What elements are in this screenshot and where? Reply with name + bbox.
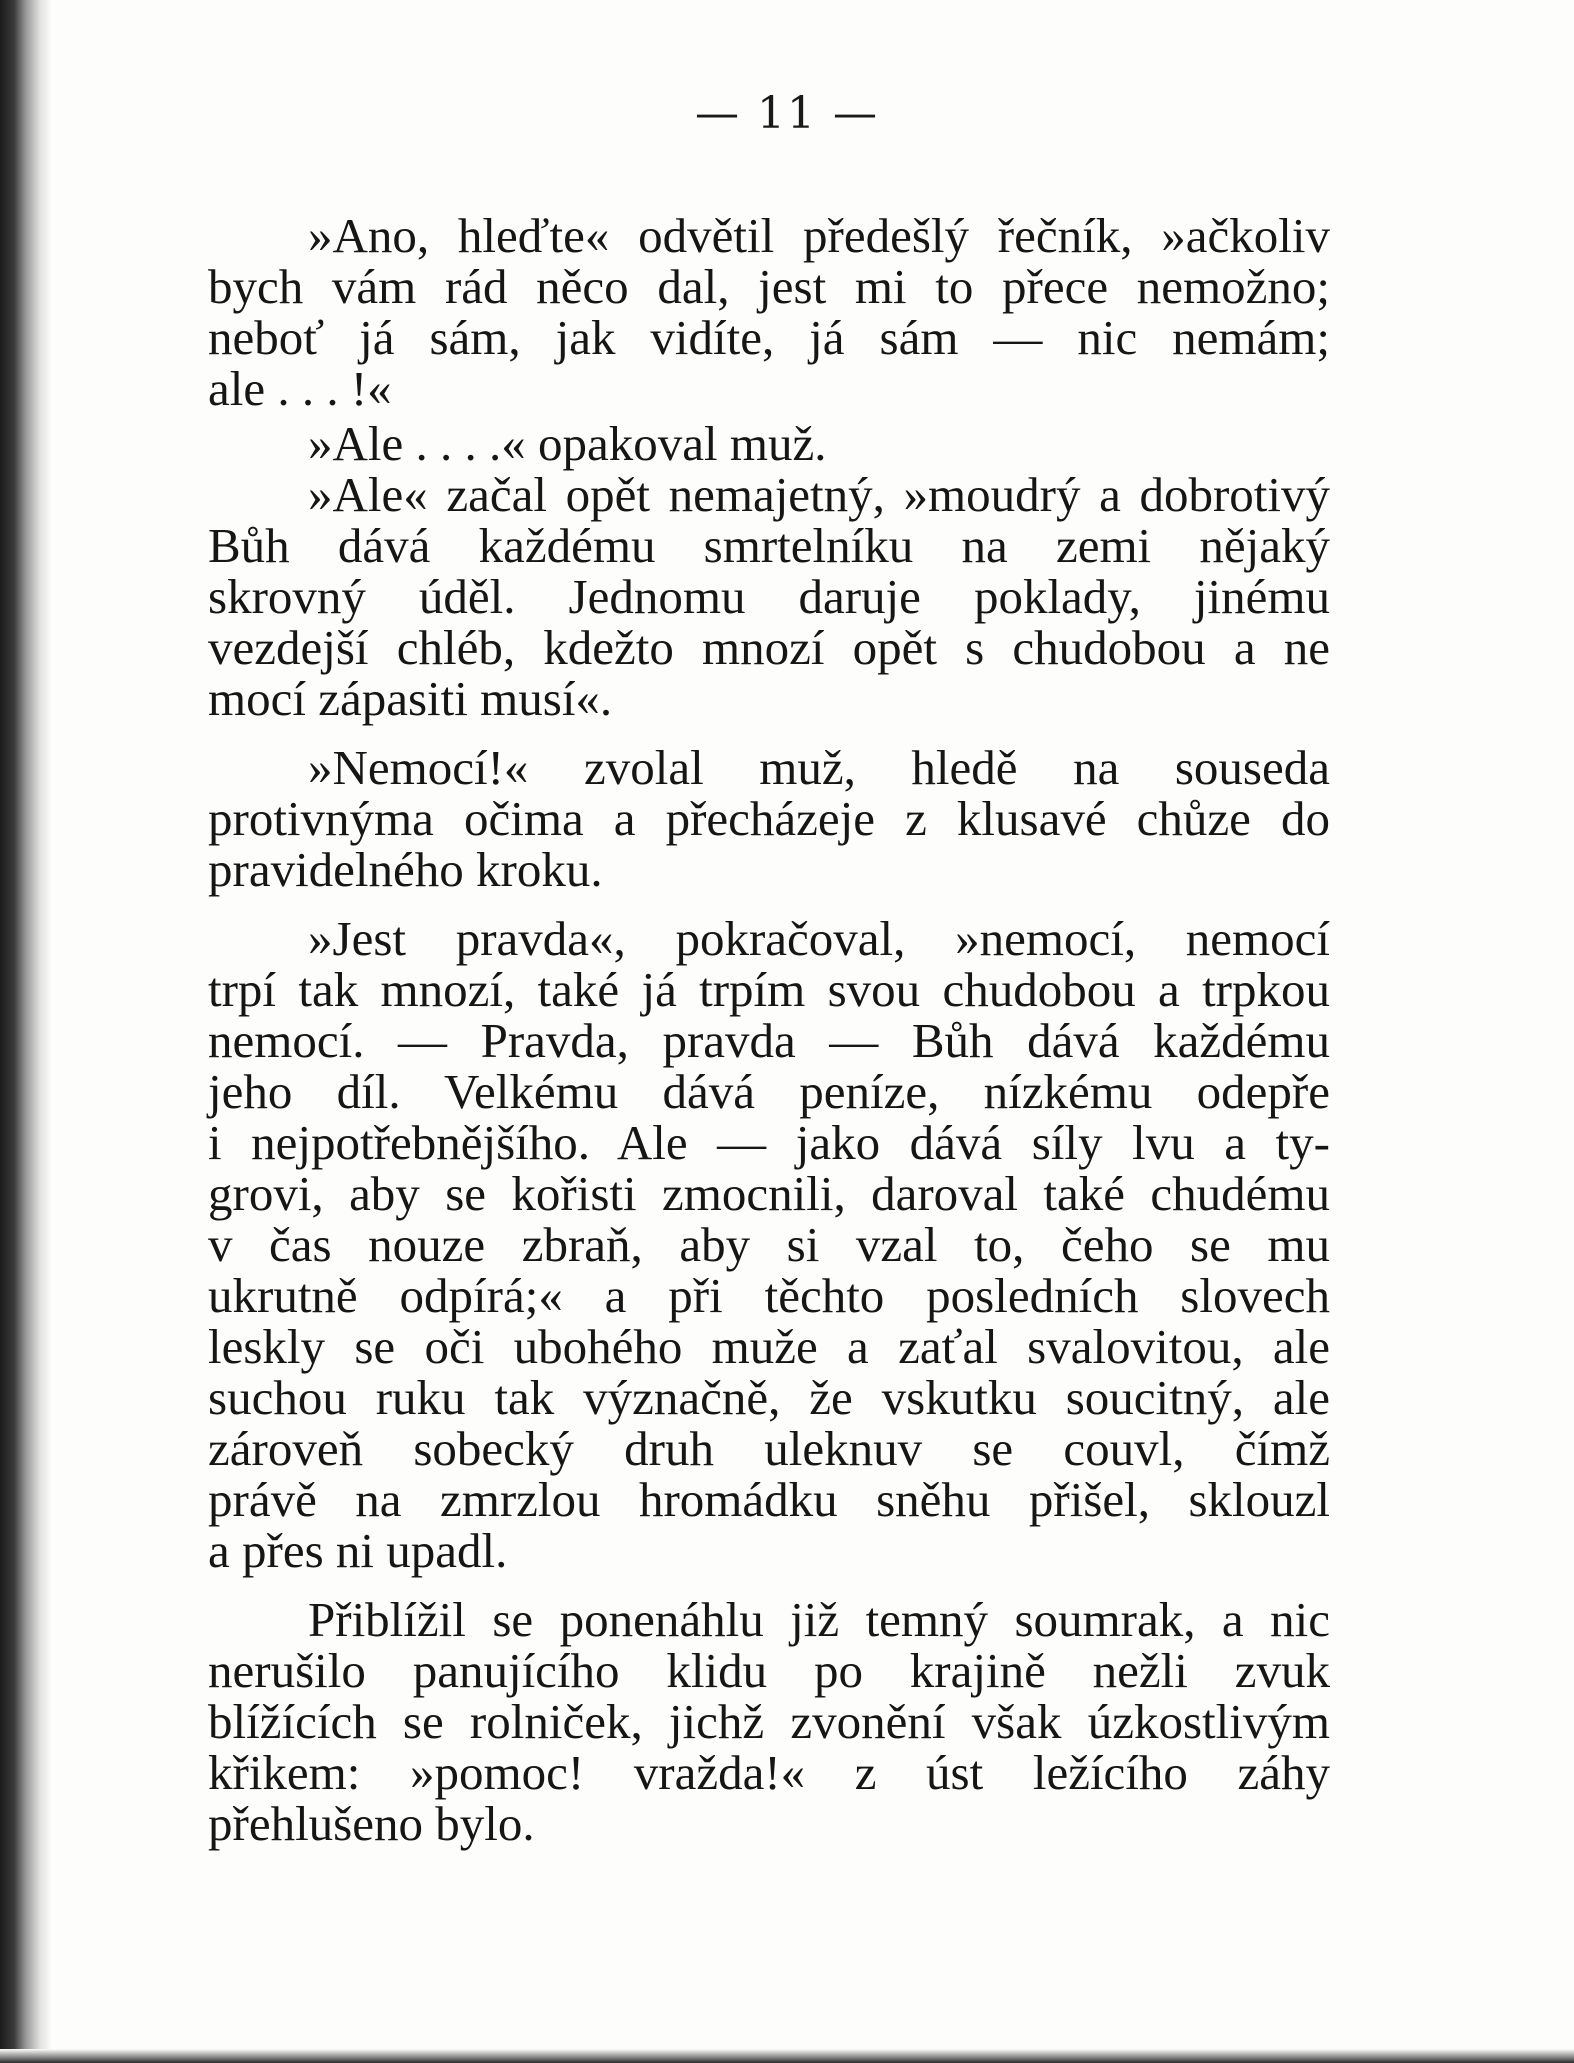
text-line: přehlušeno bylo. xyxy=(208,1796,535,1851)
text-line: blížících se rolniček, jichž zvonění však úzkostlivým xyxy=(208,1694,1330,1749)
text-line: i nejpotřebnějšího. Ale — jako dává síly lvu a ty- xyxy=(208,1115,1330,1170)
paragraph-2 xyxy=(208,418,1330,469)
text-line: v čas nouze zbraň, aby si vzal to, čeho se mu xyxy=(208,1217,1330,1272)
text-line: právě na zmrzlou hromádku sněhu přišel, sklouzl xyxy=(208,1472,1330,1527)
text-line: suchou ruku tak význačně, že vskutku soucitný, ale xyxy=(208,1370,1330,1425)
text-line: jeho díl. Velkému dává peníze, nízkému odepře xyxy=(208,1064,1330,1119)
text-line: vezdejší chléb, kdežto mnozí opět s chudobou a ne xyxy=(208,620,1330,675)
text-line: ale . . . !« xyxy=(208,361,392,416)
text-line: a přes ni upadl. xyxy=(208,1523,508,1578)
paragraph-6 xyxy=(208,1594,1330,1849)
text-line: »Ano, hleďte« odvětil předešlý řečník, »ačkoliv xyxy=(308,208,1330,263)
page-number: — 11 — xyxy=(695,88,879,139)
bottom-edge-shadow xyxy=(0,2049,1574,2063)
paragraph-4 xyxy=(208,742,1330,895)
text-line: »Nemocí!« zvolal muž, hledě na souseda xyxy=(308,740,1330,795)
text-line: ukrutně odpírá;« a při těchto posledních slovech xyxy=(208,1268,1330,1323)
text-line: zároveň sobecký druh uleknuv se couvl, čímž xyxy=(208,1421,1330,1476)
text-line: »Ale . . . .« opakoval muž. xyxy=(308,416,827,471)
text-line: »Jest pravda«, pokračoval, »nemocí, nemocí xyxy=(308,911,1330,966)
text-line: skrovný úděl. Jednomu daruje poklady, jinému xyxy=(208,569,1330,624)
text-line: bych vám rád něco dal, jest mi to přece nemožno; xyxy=(208,259,1330,314)
text-line: Bůh dává každému smrtelníku na zemi nějaký xyxy=(208,518,1330,573)
text-line: grovi, aby se kořisti zmocnili, daroval také chudému xyxy=(208,1166,1330,1221)
paragraph-3 xyxy=(208,469,1330,724)
binding-shadow xyxy=(0,0,52,2063)
text-line: křikem: »pomoc! vražda!« z úst ležícího záhy xyxy=(208,1745,1330,1800)
text-line: nerušilo panujícího klidu po krajině nežli zvuk xyxy=(208,1643,1330,1698)
text-line: neboť já sám, jak vidíte, já sám — nic nemám; xyxy=(208,310,1330,365)
text-line: leskly se oči ubohého muže a zaťal svalovitou, ale xyxy=(208,1319,1330,1374)
text-line: trpí tak mnozí, také já trpím svou chudobou a trpkou xyxy=(208,962,1330,1017)
body-text xyxy=(208,210,1330,1849)
paragraph-5 xyxy=(208,913,1330,1576)
text-line: nemocí. — Pravda, pravda — Bůh dává každému xyxy=(208,1013,1330,1068)
text-line: pravidelného kroku. xyxy=(208,842,603,897)
text-line: mocí zápasiti musí«. xyxy=(208,671,613,726)
paragraph-1 xyxy=(208,210,1330,414)
text-line: »Ale« začal opět nemajetný, »moudrý a dobrotivý xyxy=(308,467,1330,522)
text-line: protivnýma očima a přecházeje z klusavé chůze do xyxy=(208,791,1330,846)
text-line: Přiblížil se ponenáhlu již temný soumrak, a nic xyxy=(308,1592,1330,1647)
